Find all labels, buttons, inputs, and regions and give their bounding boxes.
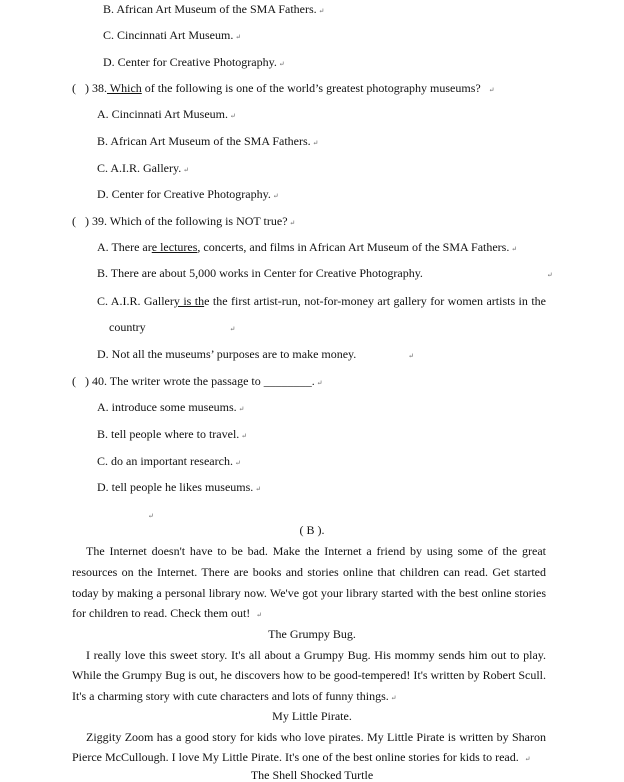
passage-line (86, 730, 546, 744)
option-text: D. Not all the museums’ purposes are to make money. (97, 347, 357, 361)
passage-line (86, 648, 546, 662)
story-title-shell-shocked-turtle (0, 768, 624, 782)
option-text: D. Center for Creative Photography. (103, 55, 277, 69)
passage-text: It's a charming story with cute characters and lots of funny things. (72, 689, 389, 703)
empty-paragraph (146, 507, 154, 523)
question-38 (72, 81, 495, 97)
option-text: B. African Art Museum of the SMA Fathers. (97, 134, 311, 148)
question-text: of the following is one of the world’s greatest photography museums? (141, 81, 481, 95)
bracket: ( (72, 374, 76, 388)
return-mark: ↵ (229, 325, 236, 333)
option-text: C. Cincinnati Art Museum. (103, 28, 234, 42)
question-text: ) 39. Which of the following is NOT true? (85, 214, 288, 228)
option-d-museum (103, 55, 285, 71)
passage-line (72, 750, 531, 766)
option-text: A. introduce some museums. (97, 400, 237, 414)
passage-text: Pierce McCullough. I love My Little Pirate. It's one of the best online stories for kids to read. (72, 750, 519, 764)
q39-option-c (97, 294, 546, 308)
q38-option-c (97, 161, 189, 177)
return-mark: ↵ (234, 459, 241, 467)
option-text: A. There ar (97, 240, 152, 254)
story-title: The Grumpy Bug. (268, 627, 356, 641)
option-c-museum (103, 28, 241, 44)
return-mark: ↵ (148, 512, 154, 520)
story-title: The Shell Shocked Turtle (250, 768, 374, 782)
passage-text: I really love this sweet story. It's all about a Grumpy Bug. His mommy sends him out to play. (86, 648, 546, 662)
q40-option-a (97, 400, 245, 416)
passage-line (72, 668, 546, 682)
q40-option-c (97, 454, 241, 470)
underlined-text: y is th (173, 294, 205, 308)
period: . (311, 374, 315, 388)
underlined-text: e lectures (151, 240, 198, 254)
passage-text: The Internet doesn't have to be bad. Make the Internet a friend by using some of the great (86, 544, 546, 558)
answer-blank: ________ (263, 374, 312, 388)
return-mark: ↵ (235, 33, 242, 41)
return-mark: ↵ (408, 352, 415, 360)
return-mark: ↵ (546, 271, 553, 279)
section-heading-b (0, 523, 624, 537)
bracket: ( (72, 81, 76, 95)
return-mark: ↵ (183, 166, 190, 174)
option-text: D. tell people he likes museums. (97, 480, 254, 494)
q38-option-d (97, 187, 279, 203)
passage-text: for children to read. Check them out! (72, 606, 251, 620)
story-title-grumpy-bug (0, 627, 624, 641)
return-mark: ↵ (256, 611, 263, 619)
option-text: B. tell people where to travel. (97, 427, 240, 441)
q38-option-a (97, 107, 236, 123)
question-number: ) 38. (85, 81, 107, 95)
return-mark: ↵ (241, 432, 248, 440)
passage-line (72, 606, 262, 622)
q40-option-b (97, 427, 247, 443)
return-mark: ↵ (278, 60, 285, 68)
return-mark: ↵ (316, 379, 323, 387)
q39-option-d (97, 347, 414, 363)
question-text: ) 40. The writer wrote the passage to (85, 374, 261, 388)
q39-option-a (97, 240, 517, 256)
story-title: My Little Pirate. (272, 709, 352, 723)
section-label: ( B ). (299, 523, 325, 537)
underlined-word: Which (107, 81, 142, 95)
question-39 (72, 214, 295, 230)
option-text: B. African Art Museum of the SMA Fathers. (103, 2, 317, 16)
q39-option-b (97, 266, 553, 282)
option-text: country (109, 320, 146, 334)
option-text: A. Cincinnati Art Museum. (97, 107, 228, 121)
return-mark: ↵ (488, 86, 495, 94)
passage-text: today by making a personal library now. We've got your library started with the best online stories (72, 586, 546, 600)
option-text: D. Center for Creative Photography. (97, 187, 271, 201)
passage-text: Ziggity Zoom has a good story for kids who love pirates. My Little Pirate is written by Sharon (86, 730, 546, 744)
passage-line (72, 689, 397, 705)
return-mark: ↵ (524, 755, 531, 763)
passage-line (72, 565, 546, 579)
option-text: C. do an important research. (97, 454, 233, 468)
option-text: B. There are about 5,000 works in Center for Creative Photography. (97, 266, 423, 280)
passage-line (72, 586, 546, 600)
return-mark: ↵ (230, 112, 236, 120)
return-mark: ↵ (318, 7, 325, 15)
bracket: ( (72, 214, 76, 228)
return-mark: ↵ (272, 192, 279, 200)
return-mark: ↵ (238, 405, 245, 413)
passage-line (86, 544, 546, 558)
return-mark: ↵ (390, 694, 397, 702)
q40-option-d (97, 480, 261, 496)
option-text: C. A.I.R. Galler (97, 294, 174, 308)
q38-option-b (97, 134, 319, 150)
option-text: e the first artist-run, not-for-money art gallery for women artists in the (204, 294, 546, 308)
passage-text: While the Grumpy Bug is out, he discovers how to be good-tempered! It's written by Robert Scull. (72, 668, 546, 682)
return-mark: ↵ (289, 219, 296, 227)
return-mark: ↵ (511, 245, 518, 253)
option-text: C. A.I.R. Gallery. (97, 161, 182, 175)
story-title-my-little-pirate (0, 709, 624, 723)
return-mark: ↵ (255, 485, 262, 493)
option-b-museum (103, 2, 325, 18)
question-40 (72, 374, 323, 390)
option-text: , concerts, and films in African Art Museum of the SMA Fathers. (197, 240, 510, 254)
q39-option-c-continued (109, 320, 236, 336)
return-mark: ↵ (312, 139, 319, 147)
passage-text: resources on the Internet. There are books and stories online that children can read. Get started (72, 565, 546, 579)
